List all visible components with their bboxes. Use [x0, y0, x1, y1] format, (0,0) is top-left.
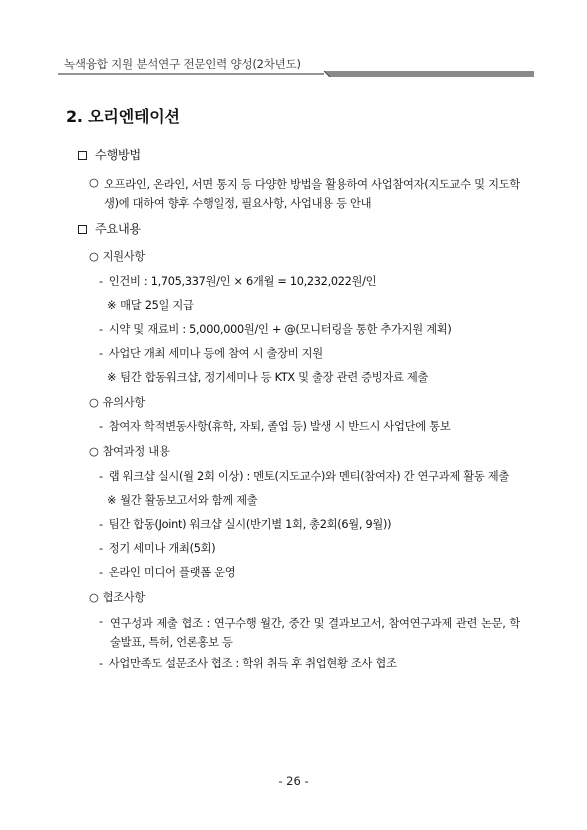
cooperation-item-text: 사업만족도 설문조사 협조 : 학위 취득 후 취업현황 조사 협조	[108, 657, 397, 670]
caution-item-text: 참여자 학적변동사항(휴학, 자퇴, 졸업 등) 발생 시 반드시 사업단에 통보	[108, 420, 451, 433]
square-bullet-icon	[78, 225, 87, 234]
support-item-text: 인건비 : 1,705,337원/인 × 6개월 = 10,232,022원/인	[108, 275, 377, 288]
cooperation-heading-row	[89, 590, 145, 606]
process-item-text: 랩 워크샵 실시(월 2회 이상) : 멘토(지도교수)와 멘티(참여자) 간 연구과제 활동 제출	[108, 470, 510, 483]
method-heading-row	[78, 147, 141, 163]
reference-mark-icon: ※	[107, 494, 117, 507]
square-bullet-icon	[78, 151, 87, 160]
list-item	[99, 517, 391, 533]
caution-heading: 유의사항	[102, 396, 146, 409]
method-heading: 수행방법	[95, 148, 141, 162]
circle-bullet-icon: ○	[89, 591, 99, 604]
support-heading-row	[89, 249, 145, 265]
support-note-text: 팀간 합동워크샵, 정기세미나 등 KTX 및 출장 관련 증빙자료 제출	[120, 371, 429, 384]
content-heading-row	[78, 221, 141, 237]
process-note-text: 월간 활동보고서와 함께 제출	[120, 494, 258, 507]
dash-bullet-icon: -	[99, 420, 103, 433]
cooperation-heading: 협조사항	[102, 591, 146, 604]
dash-bullet-icon: -	[99, 615, 103, 628]
list-item	[99, 274, 376, 290]
list-item	[99, 541, 215, 557]
note-item	[107, 370, 428, 386]
method-circle-bullet	[89, 175, 99, 191]
process-heading-row	[89, 444, 170, 460]
note-item	[107, 493, 257, 509]
header-rule	[58, 71, 534, 77]
process-item-text: 온라인 미디어 플랫폼 운영	[108, 566, 236, 579]
circle-bullet-icon: ○	[89, 250, 99, 263]
dash-bullet-icon: -	[99, 275, 103, 288]
dash-bullet-icon: -	[99, 542, 103, 555]
support-note-text: 매달 25일 지급	[120, 299, 194, 312]
list-item	[99, 656, 397, 672]
dash-bullet-icon: -	[99, 347, 103, 360]
content-heading: 주요내용	[95, 222, 141, 236]
reference-mark-icon: ※	[107, 371, 117, 384]
list-item-dash	[99, 614, 103, 630]
circle-bullet-icon: ○	[89, 176, 99, 189]
list-item	[99, 322, 451, 338]
note-item	[107, 298, 194, 314]
page-number: - 26 -	[278, 774, 309, 788]
method-text: 오프라인, 온라인, 서면 통지 등 다양한 방법을 활용하여 사업참여자(지도교수 및 지도학생)에 대하여 향후 수행일정, 필요사항, 사업내용 등 안내	[104, 178, 520, 210]
dash-bullet-icon: -	[99, 657, 103, 670]
support-heading: 지원사항	[102, 250, 146, 263]
list-item	[99, 469, 509, 485]
dash-bullet-icon: -	[99, 470, 103, 483]
cooperation-item-text: 연구성과 제출 협조 : 연구수행 월간, 중간 및 결과보고서, 참여연구과제 관련 논문, 학술발표, 특허, 언론홍보 등	[110, 617, 520, 649]
list-item	[99, 419, 450, 435]
caution-heading-row	[89, 395, 145, 411]
running-header: 녹색융합 지원 분석연구 전문인력 양성(2차년도)	[64, 57, 301, 71]
dash-bullet-icon: -	[99, 323, 103, 336]
support-item-text: 사업단 개최 세미나 등에 참여 시 출장비 지원	[108, 347, 323, 360]
list-item	[99, 565, 235, 581]
process-heading: 참여과정 내용	[102, 445, 170, 458]
circle-bullet-icon: ○	[89, 445, 99, 458]
circle-bullet-icon: ○	[89, 396, 99, 409]
section-title: 2. 오리엔테이션	[66, 107, 180, 126]
reference-mark-icon: ※	[107, 299, 117, 312]
list-item	[99, 346, 323, 362]
dash-bullet-icon: -	[99, 566, 103, 579]
process-item-text: 팀간 합동(Joint) 워크샵 실시(반기별 1회, 총2회(6월, 9월))	[108, 518, 392, 531]
dash-bullet-icon: -	[99, 518, 103, 531]
support-item-text: 시약 및 재료비 : 5,000,000원/인 + @(모니터링을 통한 추가지원 계획)	[108, 323, 452, 336]
process-item-text: 정기 세미나 개최(5회)	[108, 542, 216, 555]
